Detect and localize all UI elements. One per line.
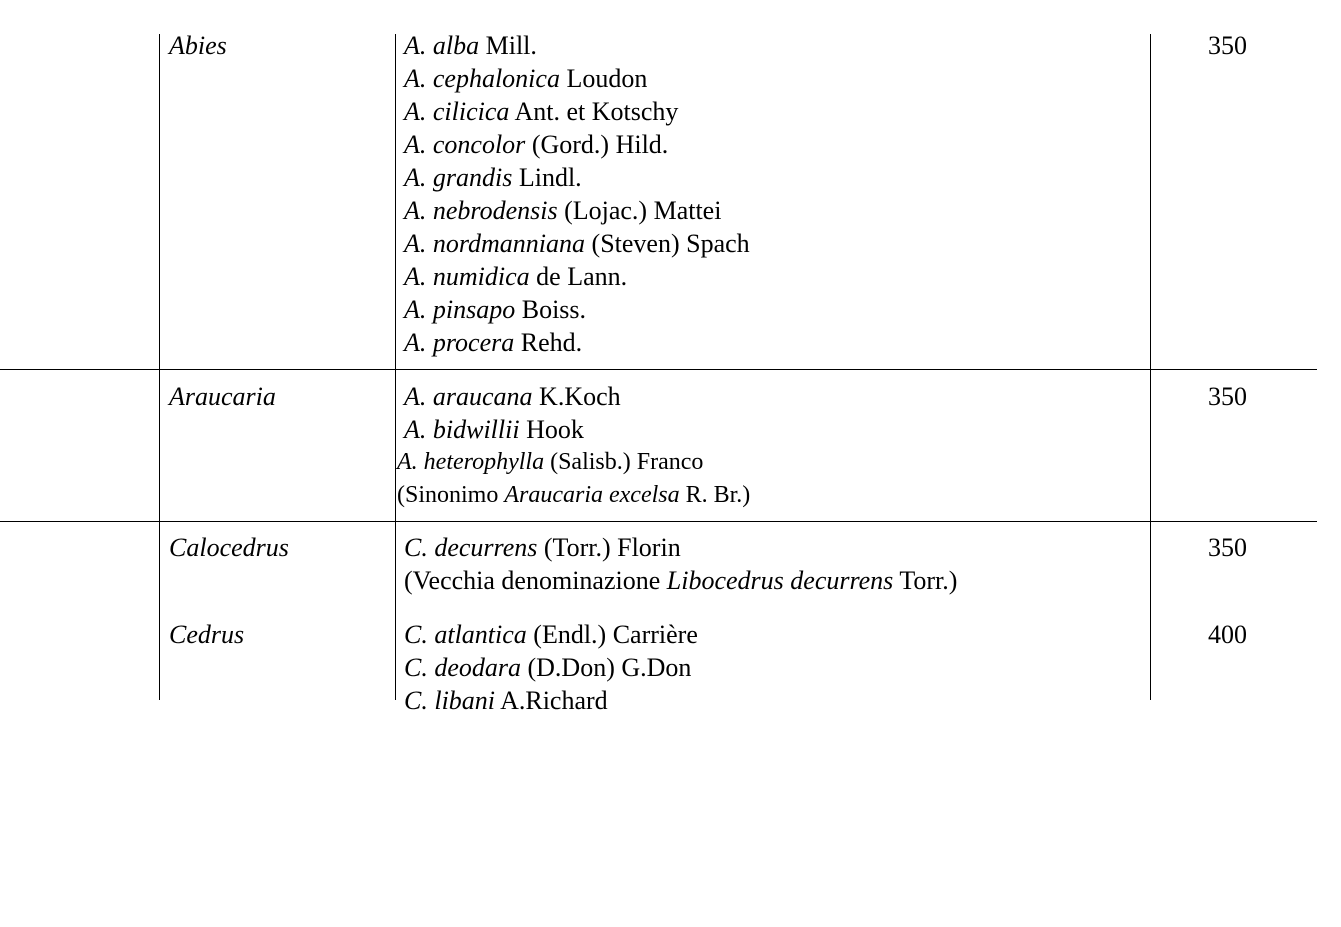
species-name: A. cilicica xyxy=(404,97,510,126)
species-author: (Steven) Spach xyxy=(585,229,750,258)
note-suffix: Torr.) xyxy=(893,566,958,595)
species-author: K.Koch xyxy=(532,382,621,411)
species-item xyxy=(404,293,750,326)
species-list-cedrus xyxy=(404,618,698,717)
species-list-araucaria xyxy=(404,380,621,446)
species-name: A. procera xyxy=(404,328,515,357)
genus-calocedrus: Calocedrus xyxy=(169,533,289,562)
synonym-name: Araucaria excelsa xyxy=(504,482,680,508)
value-araucaria: 350 xyxy=(1208,382,1247,411)
genus-cedrus: Cedrus xyxy=(169,620,245,649)
species-item xyxy=(404,161,750,194)
species-author: (Gord.) Hild. xyxy=(525,130,669,159)
species-author: Ant. et Kotschy xyxy=(509,97,679,126)
species-item xyxy=(404,326,750,359)
value-calocedrus: 350 xyxy=(1208,533,1247,562)
synonym-prefix: (Sinonimo xyxy=(397,482,505,508)
species-item xyxy=(404,531,957,564)
column-divider-genus xyxy=(159,34,160,700)
species-author: Mill. xyxy=(479,31,537,60)
species-name: C. atlantica xyxy=(404,620,527,649)
species-item xyxy=(404,618,698,651)
species-author: Boiss. xyxy=(515,295,587,324)
species-item xyxy=(397,446,750,479)
species-list-araucaria-extra xyxy=(397,446,750,512)
species-item xyxy=(404,227,750,260)
species-list-abies xyxy=(404,29,750,359)
species-name: C. deodara xyxy=(404,653,521,682)
species-author: (Endl.) Carrière xyxy=(526,620,698,649)
species-name: A. pinsapo xyxy=(404,295,516,324)
synonym-suffix: R. Br.) xyxy=(679,482,751,508)
species-item xyxy=(404,380,621,413)
note-name: Libocedrus decurrens xyxy=(666,566,894,595)
species-name: A. grandis xyxy=(404,163,513,192)
species-name: A. cephalonica xyxy=(404,64,560,93)
species-author: Loudon xyxy=(559,64,648,93)
species-item xyxy=(404,260,750,293)
species-author: (Lojac.) Mattei xyxy=(557,196,722,225)
species-name: A. heterophylla xyxy=(397,449,545,475)
species-item xyxy=(404,684,698,717)
species-name: A. alba xyxy=(404,31,480,60)
species-item xyxy=(404,413,621,446)
genus-abies: Abies xyxy=(169,31,227,60)
value-abies: 350 xyxy=(1208,31,1247,60)
genus-araucaria: Araucaria xyxy=(169,382,276,411)
species-name: C. libani xyxy=(404,686,496,715)
row-divider-2 xyxy=(0,521,1317,522)
species-item xyxy=(404,62,750,95)
species-author: de Lann. xyxy=(529,262,628,291)
species-author: Lindl. xyxy=(512,163,582,192)
species-author: (D.Don) G.Don xyxy=(521,653,692,682)
species-author: Hook xyxy=(519,415,584,444)
species-name: C. decurrens xyxy=(404,533,538,562)
species-name: A. nebrodensis xyxy=(404,196,558,225)
species-author: (Salisb.) Franco xyxy=(544,449,704,475)
species-name: A. nordmanniana xyxy=(404,229,586,258)
name-change-note xyxy=(404,564,957,597)
species-name: A. araucana xyxy=(404,382,533,411)
species-item xyxy=(404,651,698,684)
value-cedrus: 400 xyxy=(1208,620,1247,649)
species-author: Rehd. xyxy=(514,328,583,357)
species-item xyxy=(404,128,750,161)
species-author: A.Richard xyxy=(495,686,608,715)
column-divider-value xyxy=(1150,34,1151,700)
species-name: A. numidica xyxy=(404,262,530,291)
species-name: A. bidwillii xyxy=(404,415,520,444)
synonym-note xyxy=(397,479,750,512)
note-prefix: (Vecchia denominazione xyxy=(404,566,667,595)
species-list-calocedrus xyxy=(404,531,957,597)
species-name: A. concolor xyxy=(404,130,526,159)
row-divider-1 xyxy=(0,369,1317,370)
species-author: (Torr.) Florin xyxy=(537,533,681,562)
species-item xyxy=(404,29,750,62)
species-item xyxy=(404,194,750,227)
column-divider-species xyxy=(395,34,396,700)
species-item xyxy=(404,95,750,128)
